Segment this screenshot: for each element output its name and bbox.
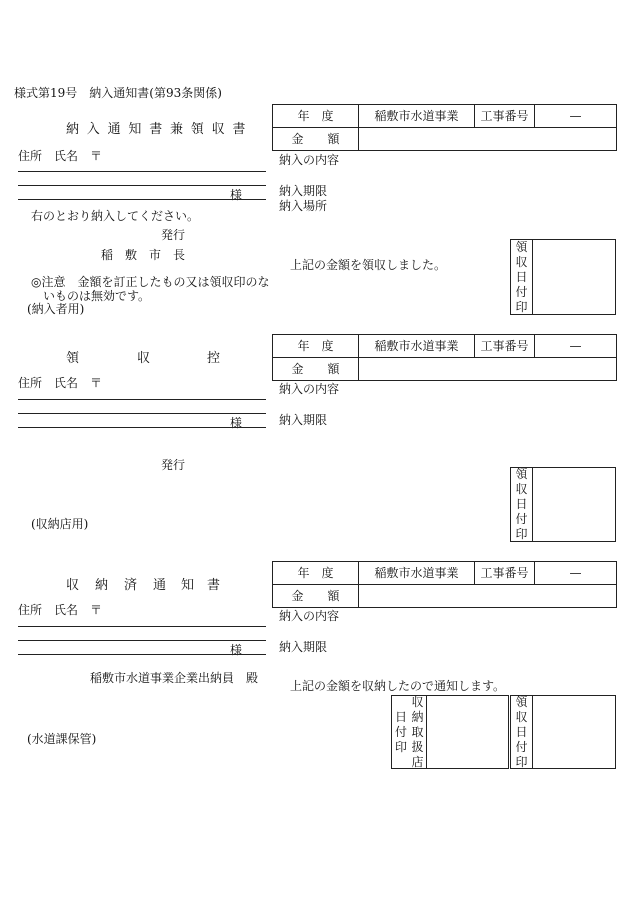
section2-title-char-3: 控 [207, 351, 221, 366]
section3-address-line [18, 626, 266, 627]
project-no-label: 工事番号 [475, 335, 535, 358]
section2-sama: 様 [230, 416, 243, 430]
section1-sama: 様 [230, 188, 243, 202]
section3-address-label: 住所 氏名 〒 [18, 603, 103, 617]
project-no-value: — [535, 335, 617, 358]
section3-name-line-bottom [18, 654, 266, 655]
section3-title-char-5: 知 [181, 578, 195, 593]
section2-address-line [18, 399, 266, 400]
project-no-value: — [535, 105, 617, 128]
section1-issuer: 稲 敷 市 長 [101, 248, 186, 262]
year-label: 年 度 [273, 105, 359, 128]
section3-addressee: 稲敷市水道事業企業出納員 殿 [90, 671, 259, 685]
section3-due-label: 納入期限 [279, 640, 328, 654]
section2-due-label: 納入期限 [279, 413, 328, 427]
section3-sama: 様 [230, 643, 243, 657]
section3-header-table [272, 561, 617, 608]
section3-content-label: 納入の内容 [279, 609, 340, 623]
section1-name-line-top [18, 185, 266, 186]
section1-receipt-stamp-box [510, 239, 616, 315]
amount-value [359, 585, 617, 608]
section1-notice-line2: いものは無効です。 [43, 289, 151, 303]
project-no-label: 工事番号 [475, 562, 535, 585]
section3-agent-stamp-box [391, 695, 509, 769]
section3-name-line-top [18, 640, 266, 641]
section2-name-line-top [18, 413, 266, 414]
section3-title-char-4: 通 [153, 578, 167, 593]
amount-label: 金 額 [273, 358, 359, 381]
section2-name-line-bottom [18, 427, 266, 428]
section1-receipt-text: 上記の金額を領収しました。 [290, 258, 447, 272]
section2-receipt-stamp-box [510, 467, 616, 542]
section3-stamp-label: 領 収 日 付 印 [511, 696, 533, 768]
section2-header-table [272, 334, 617, 381]
section2-usage: (収納店用) [31, 517, 89, 531]
section1-issue-label: 発行 [161, 228, 186, 242]
section1-usage: (納入者用) [27, 302, 85, 316]
section1-instruction: 右のとおり納入してください。 [31, 209, 200, 223]
section1-content-label: 納入の内容 [279, 153, 340, 167]
section3-title-char-2: 納 [95, 578, 109, 593]
year-label: 年 度 [273, 562, 359, 585]
amount-label: 金 額 [273, 128, 359, 151]
business-name: 稲敷市水道事業 [359, 105, 475, 128]
section1-title: 納入通知書兼領収書 [66, 122, 254, 137]
section1-due-label: 納入期限 [279, 184, 328, 198]
business-name: 稲敷市水道事業 [359, 335, 475, 358]
section3-usage: (水道課保管) [27, 732, 97, 746]
section3-agent-label: 収 納 取 扱 店 [409, 696, 427, 768]
amount-label: 金 額 [273, 585, 359, 608]
amount-value [359, 358, 617, 381]
section2-title-char-1: 領 [66, 351, 80, 366]
section1-stamp-label: 領 収 日 付 印 [511, 240, 533, 314]
section2-title-char-2: 収 [137, 351, 151, 366]
project-no-value: — [535, 562, 617, 585]
section2-address-label: 住所 氏名 〒 [18, 376, 103, 390]
business-name: 稲敷市水道事業 [359, 562, 475, 585]
section3-notify-text: 上記の金額を収納したので通知します。 [290, 679, 506, 693]
section3-receipt-stamp-box [510, 695, 616, 769]
section1-address-line [18, 171, 266, 172]
project-no-label: 工事番号 [475, 105, 535, 128]
year-label: 年 度 [273, 335, 359, 358]
section1-address-label: 住所 氏名 〒 [18, 149, 103, 163]
section1-place-label: 納入場所 [279, 199, 328, 213]
section2-stamp-label: 領 収 日 付 印 [511, 468, 533, 541]
form-title: 様式第19号 納入通知書(第93条関係) [14, 86, 222, 100]
section1-header-table [272, 104, 617, 151]
amount-value [359, 128, 617, 151]
section1-name-line-bottom [18, 199, 266, 200]
section3-date-stamp-label: 日 付 印 [394, 709, 407, 754]
section2-content-label: 納入の内容 [279, 382, 340, 396]
section3-title-char-3: 済 [124, 578, 138, 593]
section2-issue-label: 発行 [161, 458, 186, 472]
section3-title-char-1: 収 [66, 578, 80, 593]
section1-notice-line1: ◎注意 金額を訂正したもの又は領収印のな [31, 275, 270, 289]
section3-title-char-6: 書 [207, 578, 221, 593]
